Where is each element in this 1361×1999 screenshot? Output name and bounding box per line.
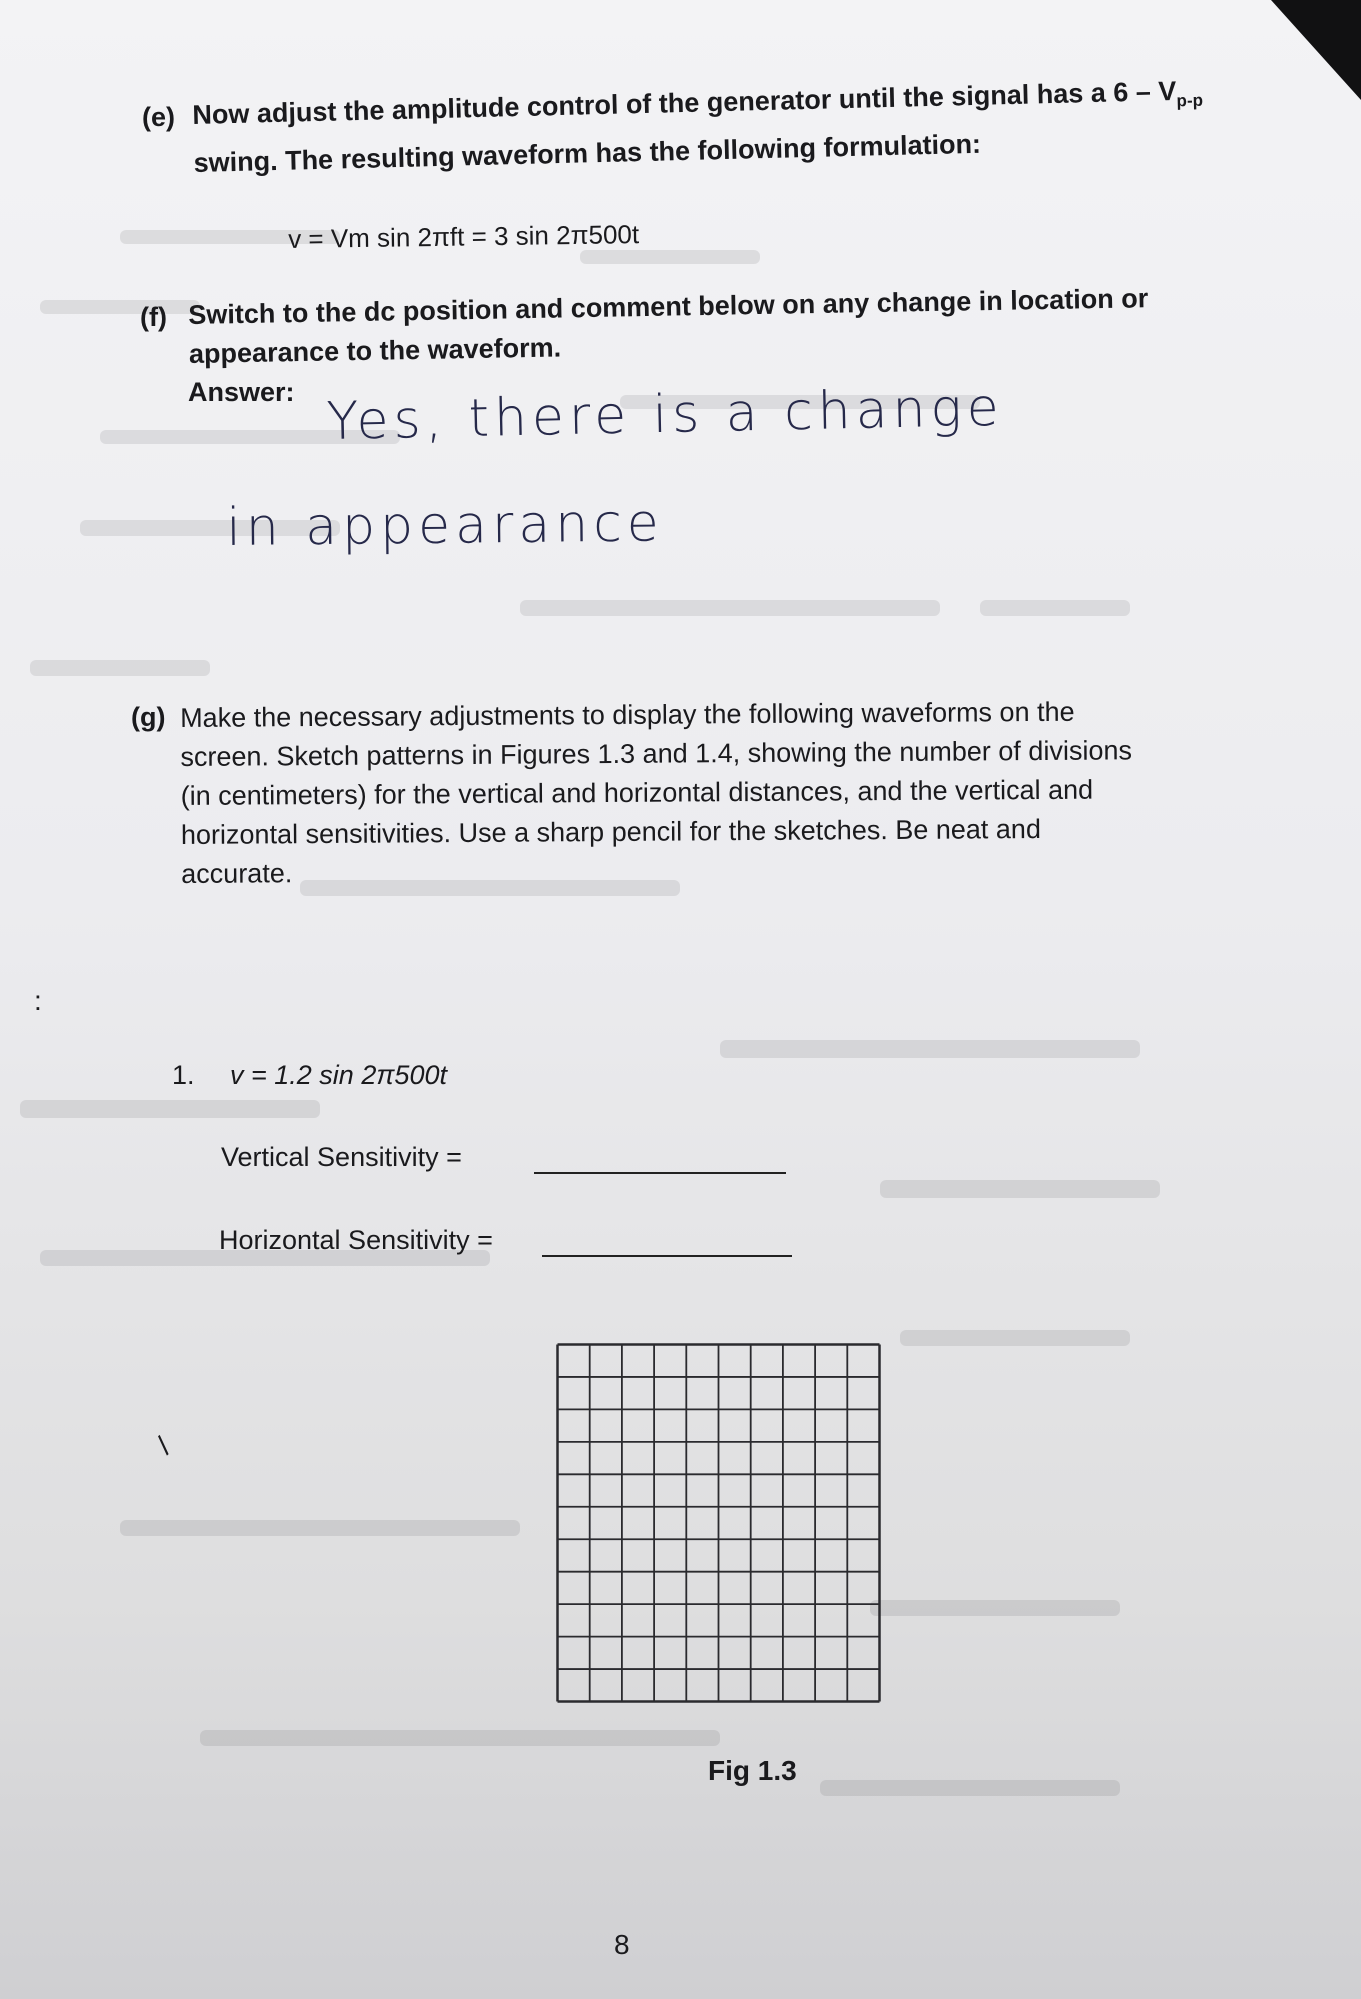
margin-check-mark: / — [150, 1431, 177, 1460]
grid-svg — [556, 1343, 881, 1703]
item-number: 1. — [172, 1060, 195, 1090]
section-g-line: Make the necessary adjustments to display the following waveforms on the — [180, 696, 1075, 733]
vertical-sensitivity-label: Vertical Sensitivity = — [221, 1142, 462, 1172]
section-e-label: (e) — [142, 102, 175, 132]
item-equation: v = 1.2 sin 2π500t — [230, 1060, 447, 1090]
section-e-line2: swing. The resulting waveform has the following formulation: — [193, 129, 982, 179]
page-corner-shadow — [1271, 0, 1361, 100]
handwritten-answer-line2: in appearance — [226, 493, 665, 558]
vertical-sensitivity-blank[interactable] — [534, 1172, 786, 1174]
section-g-text — [180, 692, 1133, 894]
horizontal-sensitivity-label: Horizontal Sensitivity = — [219, 1225, 493, 1255]
answer-label: Answer: — [188, 377, 295, 407]
handwritten-answer-line1: Yes, there is a change — [326, 377, 1005, 452]
horizontal-sensitivity-blank[interactable] — [542, 1255, 792, 1257]
section-e-line1: Now adjust the amplitude control of the generator until the signal has a $6 - V_{p-p}$ — [192, 75, 1204, 130]
section-e-text — [192, 71, 1204, 183]
section-f-line2: appearance to the waveform. — [188, 332, 562, 369]
section-g-line: (in centimeters) for the vertical and horizontal distances, and the vertical and — [180, 774, 1094, 811]
section-g-line: horizontal sensitivities. Use a sharp pencil for the sketches. Be neat and — [180, 813, 1042, 850]
figure-caption: Fig 1.3 — [708, 1755, 797, 1786]
page-number: 8 — [614, 1929, 630, 1960]
section-f-text — [188, 279, 1149, 374]
section-g-line: accurate. — [181, 858, 293, 889]
section-g-line: screen. Sketch patterns in Figures 1.3 and 1.4, showing the number of divisions — [180, 735, 1133, 772]
section-e-formula: v = Vm sin 2πft = 3 sin 2π500t — [288, 219, 640, 254]
margin-dot-mark: : — [34, 985, 42, 1016]
section-g-label: (g) — [131, 702, 166, 732]
section-f-line1: Switch to the dc position and comment below on any change in location or — [188, 283, 1149, 330]
oscilloscope-grid-figure[interactable] — [556, 1343, 881, 1703]
section-f-label: (f) — [140, 302, 167, 332]
